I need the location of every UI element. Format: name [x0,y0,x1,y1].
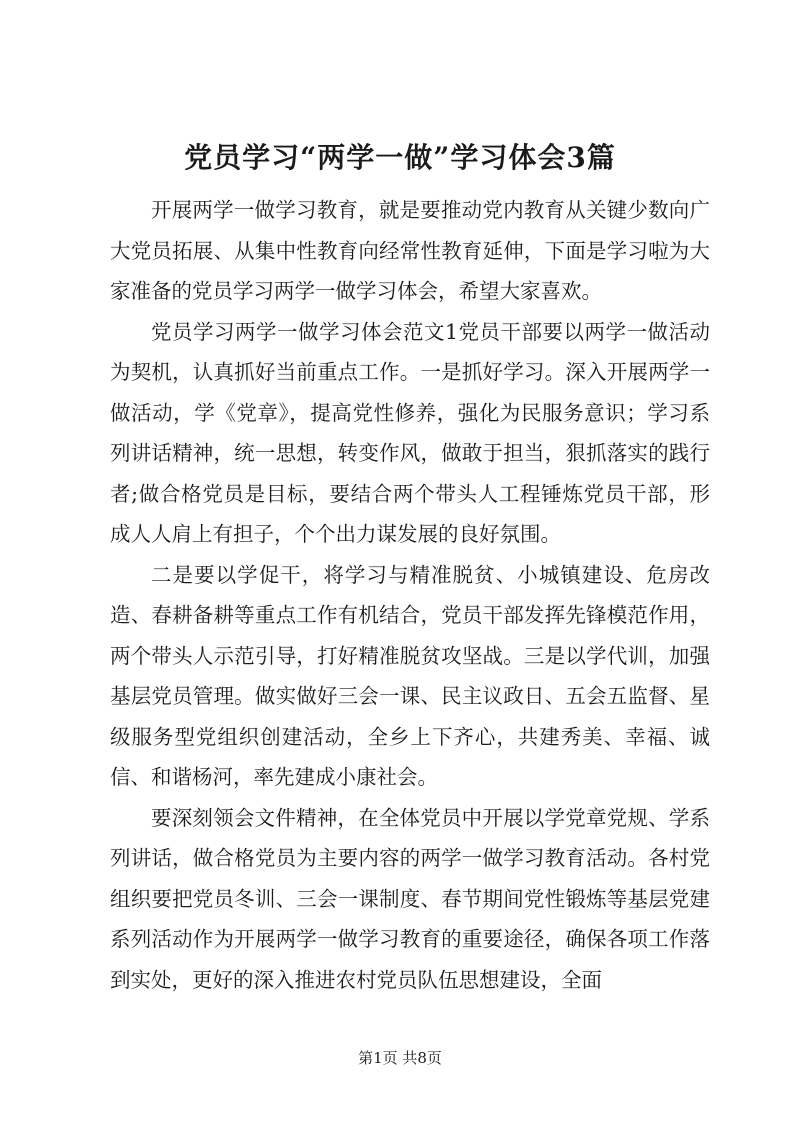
document-body [110,190,710,1000]
paragraph-3: 二是要以学促干，将学习与精准脱贫、小城镇建设、危房改造、春耕备耕等重点工作有机结合，党员干部发挥先锋模范作用，两个带头人示范引导，打好精准脱贫攻坚战。三是以学代训，加强基层党员管理。做实做好三会一课、民主议政日、五会五监督、星级服务型党组织创建活动，全乡上下齐心，共建秀美、幸福、诚信、和谐杨河，率先建成小康社会。 [110,562,710,789]
document-title: 党员学习“两学一做”学习体会3篇 [184,141,616,174]
page-footer: 第1页 共8页 [358,1049,442,1067]
paragraph-4: 要深刻领会文件精神，在全体党员中开展以学党章党规、学系列讲话，做合格党员为主要内容的两学一做学习教育活动。各村党组织要把党员冬训、三会一课制度、春节期间党性锻炼等基层党建系列活动作为开展两学一做学习教育的重要途径，确保各项工作落到实处，更好的深入推进农村党员队伍思想建设，全面 [110,805,710,992]
paragraph-2: 党员学习两学一做学习体会范文1党员干部要以两学一做活动为契机，认真抓好当前重点工作。一是抓好学习。深入开展两学一做活动，学《党章》，提高党性修养，强化为民服务意识；学习系列讲话精神，统一思想，转变作风，做敢于担当，狠抓落实的践行者;做合格党员是目标，要结合两个带头人工程锤炼党员干部，形成人人肩上有担子，个个出力谋发展的良好氛围。 [110,319,710,546]
paragraph-1: 开展两学一做学习教育，就是要推动党内教育从关键少数向广大党员拓展、从集中性教育向经常性教育延伸，下面是学习啦为大家准备的党员学习两学一做学习体会，希望大家喜欢。 [110,198,710,303]
